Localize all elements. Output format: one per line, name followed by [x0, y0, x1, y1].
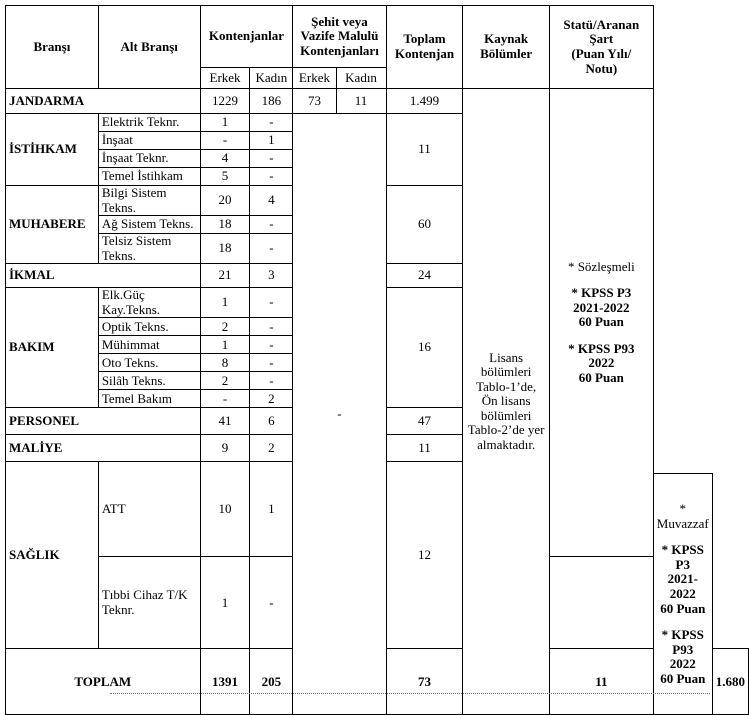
- ikmal-kadin: 3: [250, 264, 293, 288]
- header-statu: Statü/Aranan Şart (Puan Yılı/ Notu): [549, 6, 653, 89]
- istihkam-erkek-3: 4: [200, 150, 250, 168]
- statu-sozlesmeli: * Sözleşmeli * KPSS P3 2021-2022 60 Puan * KPSS P93 2022 60 Puan: [549, 89, 653, 557]
- bakim-alt-5: Silâh Tekns.: [98, 372, 200, 390]
- saglik-erkek-2: 1: [200, 557, 250, 649]
- personel-kadin: 6: [250, 408, 293, 435]
- row-maliye-brans: MALİYE: [6, 435, 201, 462]
- ikmal-toplam: 24: [386, 264, 463, 288]
- bakim-alt-6: Temel Bakım: [98, 390, 200, 408]
- bakim-alt-4: Oto Tekns.: [98, 354, 200, 372]
- toplam-sehit-erkek: 73: [386, 649, 463, 715]
- saglik-toplam: 12: [386, 462, 463, 649]
- saglik-alt-2: Tıbbi Cihaz T/K Teknr.: [98, 557, 200, 649]
- header-sehit-kadin: Kadın: [336, 68, 386, 89]
- muhabere-alt-3: Telsiz Sistem Tekns.: [98, 234, 200, 264]
- bakim-kadin-5: -: [250, 372, 293, 390]
- bakim-kadin-3: -: [250, 336, 293, 354]
- bakim-erkek-1: 1: [200, 288, 250, 318]
- istihkam-kadin-4: -: [250, 168, 293, 186]
- header-kaynak: Kaynak Bölümler: [463, 6, 550, 89]
- muhabere-erkek-3: 18: [200, 234, 250, 264]
- ikmal-erkek: 21: [200, 264, 250, 288]
- toplam-kadin: 205: [250, 649, 293, 715]
- maliye-kadin: 2: [250, 435, 293, 462]
- muhabere-toplam: 60: [386, 186, 463, 264]
- quota-table: [5, 5, 749, 715]
- saglik-alt-1: ATT: [98, 462, 200, 557]
- jandarma-toplam: 1.499: [386, 89, 463, 114]
- header-erkek: Erkek: [200, 68, 250, 89]
- header-alt-brans: Alt Branşı: [98, 6, 200, 89]
- row-istihkam-brans: İSTİHKAM: [6, 114, 99, 186]
- bakim-kadin-1: -: [250, 288, 293, 318]
- istihkam-erkek-1: 1: [200, 114, 250, 132]
- row-muhabere-brans: MUHABERE: [6, 186, 99, 264]
- muhabere-erkek-2: 18: [200, 216, 250, 234]
- istihkam-toplam: 11: [386, 114, 463, 186]
- istihkam-kadin-1: -: [250, 114, 293, 132]
- header-toplam: Toplam Kontenjan: [386, 6, 463, 89]
- jandarma-sehit-kadin: 11: [336, 89, 386, 114]
- istihkam-alt-3: İnşaat Teknr.: [98, 150, 200, 168]
- jandarma-sehit-erkek: 73: [293, 89, 336, 114]
- sehit-dash: -: [293, 114, 386, 715]
- row-personel-brans: PERSONEL: [6, 408, 201, 435]
- bakim-alt-1: Elk.Güç Kay.Tekns.: [98, 288, 200, 318]
- bakim-kadin-2: -: [250, 318, 293, 336]
- muhabere-erkek-1: 20: [200, 186, 250, 216]
- jandarma-erkek: 1229: [200, 89, 250, 114]
- bakim-alt-2: Optik Tekns.: [98, 318, 200, 336]
- personel-toplam: 47: [386, 408, 463, 435]
- bakim-alt-3: Mühimmat: [98, 336, 200, 354]
- statu-muvazzaf: * Muvazzaf * KPSS P3 2021-2022 60 Puan * KPSS P93 2022 60 Puan: [653, 474, 712, 715]
- bakim-erkek-3: 1: [200, 336, 250, 354]
- bakim-erkek-6: -: [200, 390, 250, 408]
- toplam-sehit-kadin: 11: [549, 649, 653, 715]
- row-saglik-brans: SAĞLIK: [6, 462, 99, 649]
- row-ikmal-brans: İKMAL: [6, 264, 201, 288]
- header-brans: Branşı: [6, 6, 99, 89]
- row-toplam-label: TOPLAM: [6, 649, 201, 715]
- muhabere-kadin-2: -: [250, 216, 293, 234]
- jandarma-kadin: 186: [250, 89, 293, 114]
- header-sehit-erkek: Erkek: [293, 68, 336, 89]
- saglik-kadin-1: 1: [250, 462, 293, 557]
- saglik-kadin-2: -: [250, 557, 293, 649]
- muhabere-kadin-3: -: [250, 234, 293, 264]
- toplam-toplam: 1.680: [712, 649, 748, 715]
- bakim-kadin-6: 2: [250, 390, 293, 408]
- istihkam-kadin-3: -: [250, 150, 293, 168]
- header-kontenjanlar: Kontenjanlar: [200, 6, 293, 68]
- muhabere-kadin-1: 4: [250, 186, 293, 216]
- maliye-erkek: 9: [200, 435, 250, 462]
- istihkam-erkek-4: 5: [200, 168, 250, 186]
- row-jandarma-brans: JANDARMA: [6, 89, 201, 114]
- kaynak-bolumler-text: Lisans bölümleri Tablo-1’de, Ön lisans bölümleri Tablo-2’de yer almaktadır.: [463, 89, 550, 715]
- personel-erkek: 41: [200, 408, 250, 435]
- istihkam-alt-4: Temel İstihkam: [98, 168, 200, 186]
- bakim-toplam: 16: [386, 288, 463, 408]
- header-kadin: Kadın: [250, 68, 293, 89]
- bakim-erkek-5: 2: [200, 372, 250, 390]
- bakim-erkek-2: 2: [200, 318, 250, 336]
- istihkam-kadin-2: 1: [250, 132, 293, 150]
- istihkam-alt-1: Elektrik Teknr.: [98, 114, 200, 132]
- muhabere-alt-2: Ağ Sistem Tekns.: [98, 216, 200, 234]
- bakim-erkek-4: 8: [200, 354, 250, 372]
- maliye-toplam: 11: [386, 435, 463, 462]
- istihkam-alt-2: İnşaat: [98, 132, 200, 150]
- toplam-erkek: 1391: [200, 649, 250, 715]
- bakim-kadin-4: -: [250, 354, 293, 372]
- muhabere-alt-1: Bilgi Sistem Tekns.: [98, 186, 200, 216]
- istihkam-erkek-2: -: [200, 132, 250, 150]
- saglik-erkek-1: 10: [200, 462, 250, 557]
- header-sehit: Şehit veya Vazife Malulü Kontenjanları: [293, 6, 386, 68]
- row-bakim-brans: BAKIM: [6, 288, 99, 408]
